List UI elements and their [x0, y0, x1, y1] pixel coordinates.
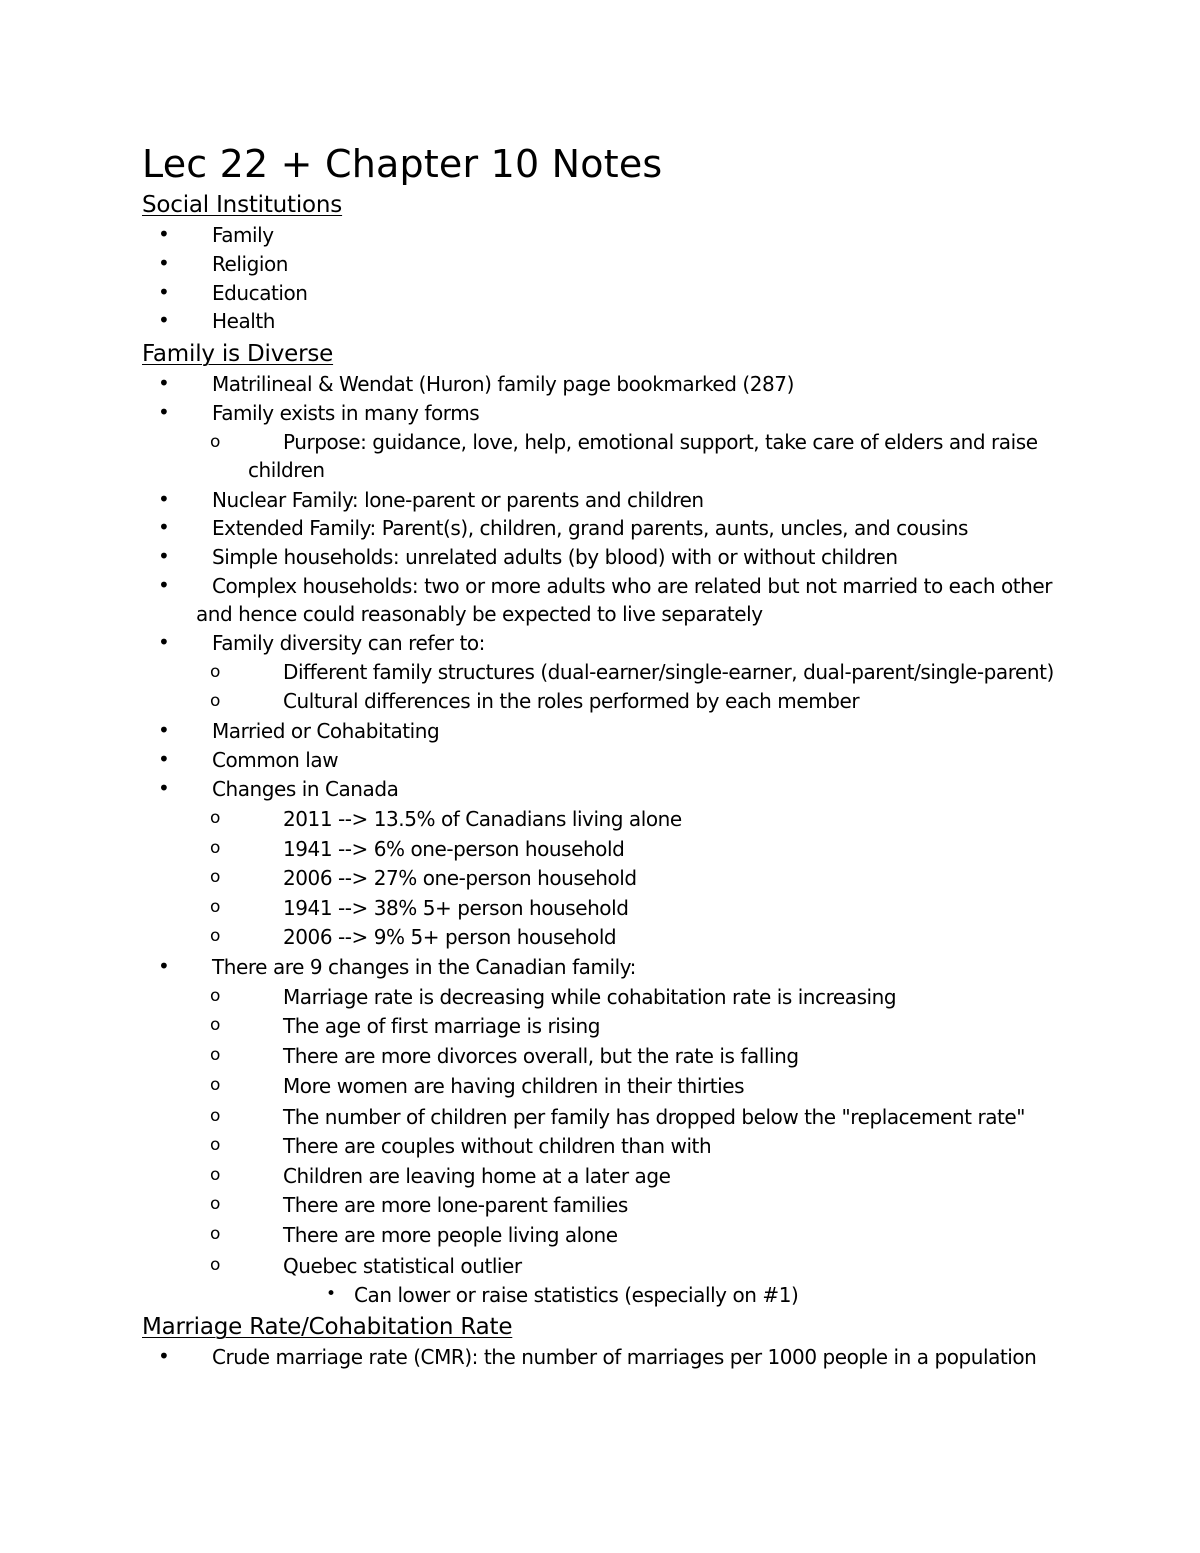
list-item: Nuclear Family: lone-parent or parents and children	[212, 488, 704, 512]
list-item: Quebec statistical outlier	[283, 1254, 522, 1278]
list-item: Different family structures (dual-earner/single-earner, dual-parent/single-parent)	[283, 660, 1054, 684]
bullet-icon: •	[158, 1344, 170, 1368]
circle-bullet-icon: o	[210, 808, 221, 828]
list-item: Changes in Canada	[212, 777, 399, 801]
list-item: Complex households: two or more adults who are related but not married to each other	[212, 574, 1053, 598]
circle-bullet-icon: o	[210, 662, 221, 682]
circle-bullet-icon: o	[210, 1255, 221, 1275]
bullet-icon: •	[158, 400, 170, 424]
list-item: Matrilineal & Wendat (Huron) family page bookmarked (287)	[212, 372, 794, 396]
list-item: Extended Family: Parent(s), children, grand parents, aunts, uncles, and cousins	[212, 516, 969, 540]
bullet-icon: •	[158, 251, 170, 275]
list-item-continuation: and hence could reasonably be expected to live separately	[196, 602, 763, 626]
section-heading-social-institutions: Social Institutions	[142, 192, 343, 218]
list-item: 2006 --> 27% one-person household	[283, 866, 637, 890]
circle-bullet-icon: o	[210, 1106, 221, 1126]
circle-bullet-icon: o	[210, 1045, 221, 1065]
bullet-icon: •	[158, 573, 170, 597]
circle-bullet-icon: o	[210, 691, 221, 711]
list-item: Family diversity can refer to:	[212, 631, 485, 655]
bullet-icon: •	[158, 747, 170, 771]
list-item: Can lower or raise statistics (especially on #1)	[354, 1283, 799, 1307]
circle-bullet-icon: o	[210, 1135, 221, 1155]
list-item: Religion	[212, 252, 288, 276]
page-title: Lec 22 + Chapter 10 Notes	[142, 142, 663, 186]
list-item: Family exists in many forms	[212, 401, 480, 425]
section-heading-marriage-rate: Marriage Rate/Cohabitation Rate	[142, 1314, 513, 1340]
section-heading-family-is-diverse: Family is Diverse	[142, 341, 334, 367]
list-item: Crude marriage rate (CMR): the number of marriages per 1000 people in a population	[212, 1345, 1037, 1369]
circle-bullet-icon: o	[210, 1224, 221, 1244]
list-item: There are more lone-parent families	[283, 1193, 628, 1217]
bullet-icon: •	[158, 776, 170, 800]
list-item: Married or Cohabitating	[212, 719, 440, 743]
bullet-icon: •	[158, 371, 170, 395]
list-item: Marriage rate is decreasing while cohabitation rate is increasing	[283, 985, 897, 1009]
circle-bullet-icon: o	[210, 1015, 221, 1035]
list-item: 2006 --> 9% 5+ person household	[283, 925, 617, 949]
list-item: Education	[212, 281, 308, 305]
circle-bullet-icon: o	[210, 897, 221, 917]
list-item: Cultural differences in the roles performed by each member	[283, 689, 860, 713]
list-item: The age of first marriage is rising	[283, 1014, 600, 1038]
circle-bullet-icon: o	[210, 926, 221, 946]
circle-bullet-icon: o	[210, 1194, 221, 1214]
list-item-continuation: children	[248, 458, 325, 482]
circle-bullet-icon: o	[210, 986, 221, 1006]
list-item: Simple households: unrelated adults (by blood) with or without children	[212, 545, 898, 569]
bullet-icon: •	[158, 954, 170, 978]
list-item: There are more divorces overall, but the rate is falling	[283, 1044, 799, 1068]
circle-bullet-icon: o	[210, 1165, 221, 1185]
list-item: 2011 --> 13.5% of Canadians living alone	[283, 807, 682, 831]
bullet-icon: •	[158, 718, 170, 742]
list-item: 1941 --> 6% one-person household	[283, 837, 625, 861]
circle-bullet-icon: o	[210, 1075, 221, 1095]
circle-bullet-icon: o	[210, 432, 221, 452]
list-item: Common law	[212, 748, 339, 772]
bullet-icon: •	[158, 630, 170, 654]
bullet-icon: •	[158, 515, 170, 539]
bullet-icon: •	[158, 308, 170, 332]
bullet-icon: •	[158, 222, 170, 246]
circle-bullet-icon: o	[210, 867, 221, 887]
list-item: More women are having children in their thirties	[283, 1074, 745, 1098]
square-bullet-icon: •	[326, 1284, 337, 1304]
bullet-icon: •	[158, 487, 170, 511]
list-item: Purpose: guidance, love, help, emotional support, take care of elders and raise	[283, 430, 1038, 454]
circle-bullet-icon: o	[210, 838, 221, 858]
list-item: The number of children per family has dropped below the "replacement rate"	[283, 1105, 1026, 1129]
bullet-icon: •	[158, 280, 170, 304]
list-item: There are 9 changes in the Canadian family:	[212, 955, 636, 979]
list-item: 1941 --> 38% 5+ person household	[283, 896, 629, 920]
list-item: There are couples without children than with	[283, 1134, 712, 1158]
list-item: Children are leaving home at a later age	[283, 1164, 671, 1188]
list-item: Family	[212, 223, 274, 247]
bullet-icon: •	[158, 544, 170, 568]
list-item: Health	[212, 309, 275, 333]
list-item: There are more people living alone	[283, 1223, 618, 1247]
